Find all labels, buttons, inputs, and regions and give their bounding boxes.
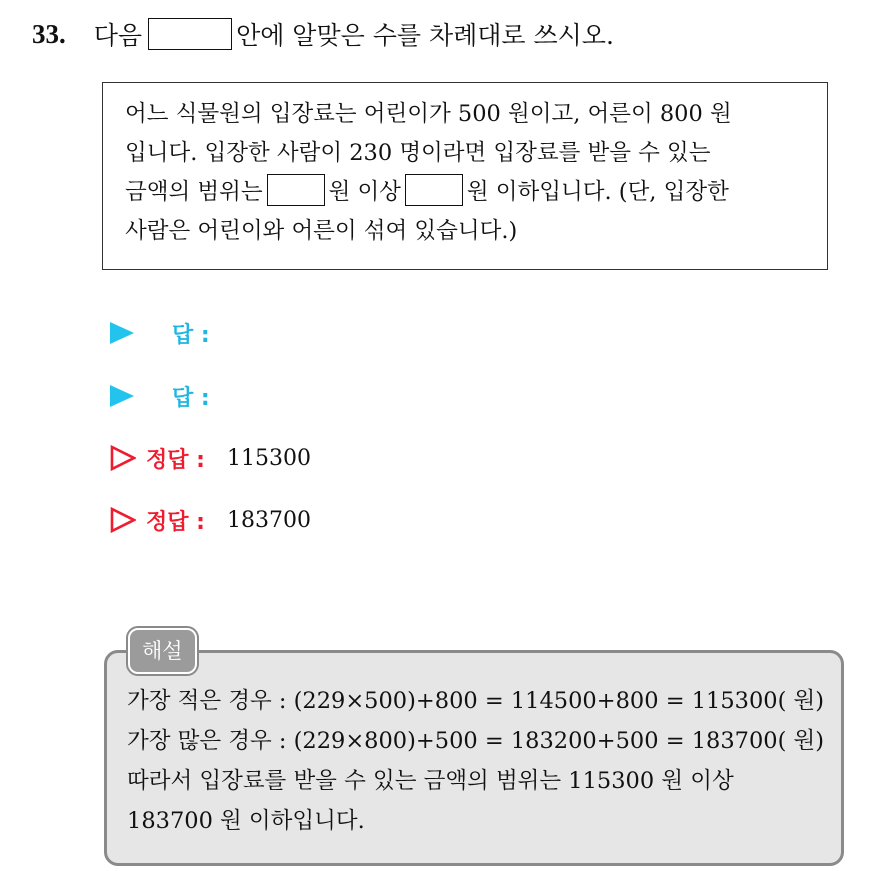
problem-line-3-middle: 원 이상	[328, 179, 401, 205]
answer-row-1	[110, 318, 210, 348]
play-triangle-icon	[110, 385, 134, 407]
answer-label: 답 :	[172, 322, 210, 348]
problem-box	[102, 82, 828, 270]
solution-value: 183700	[226, 507, 311, 533]
explanation-tag: 해설	[128, 628, 197, 674]
question-prompt-after: 안에 알맞은 수를 차례대로 쓰시오.	[236, 21, 614, 50]
outline-triangle-icon	[110, 507, 136, 533]
problem-line-1: 어느 식물원의 입장료는 어린이가 500 원이고, 어른이 800 원	[125, 101, 732, 127]
explanation-box	[104, 650, 844, 866]
problem-line-3	[125, 173, 807, 212]
explanation-line-4: 183700 원 이하입니다.	[127, 808, 365, 834]
explanation-line-3: 따라서 입장료를 받을 수 있는 금액의 범위는 115300 원 이상	[127, 768, 734, 794]
solution-label: 정답 :	[146, 509, 205, 535]
solution-row-2	[110, 505, 311, 535]
explanation-line-1: 가장 적은 경우 : (229×500)+800 = 114500+800 = 115300( 원)	[127, 688, 825, 714]
problem-line-2: 입니다. 입장한 사람이 230 명이라면 입장료를 받을 수 있는	[125, 140, 711, 166]
answer-row-2	[110, 381, 210, 411]
play-triangle-icon	[110, 322, 134, 344]
answer-label: 답 :	[172, 385, 210, 411]
problem-line-3-after: 원 이하입니다. (단, 입장한	[466, 179, 729, 205]
blank-min-box-icon	[267, 174, 325, 206]
solution-value: 115300	[226, 445, 311, 471]
question-prompt-before: 다음	[93, 21, 143, 50]
question-header	[32, 14, 614, 54]
solution-label: 정답 :	[146, 447, 205, 473]
solution-row-1	[110, 443, 311, 473]
problem-line-4: 사람은 어린이와 어른이 섞여 있습니다.)	[125, 218, 518, 244]
explanation-line-2: 가장 많은 경우 : (229×800)+500 = 183200+500 = 183700( 원)	[127, 728, 825, 754]
outline-triangle-icon	[110, 445, 136, 471]
problem-line-3-before: 금액의 범위는	[125, 179, 263, 205]
blank-max-box-icon	[405, 174, 463, 206]
question-number: 33.	[32, 18, 66, 49]
blank-box-icon	[148, 18, 232, 50]
